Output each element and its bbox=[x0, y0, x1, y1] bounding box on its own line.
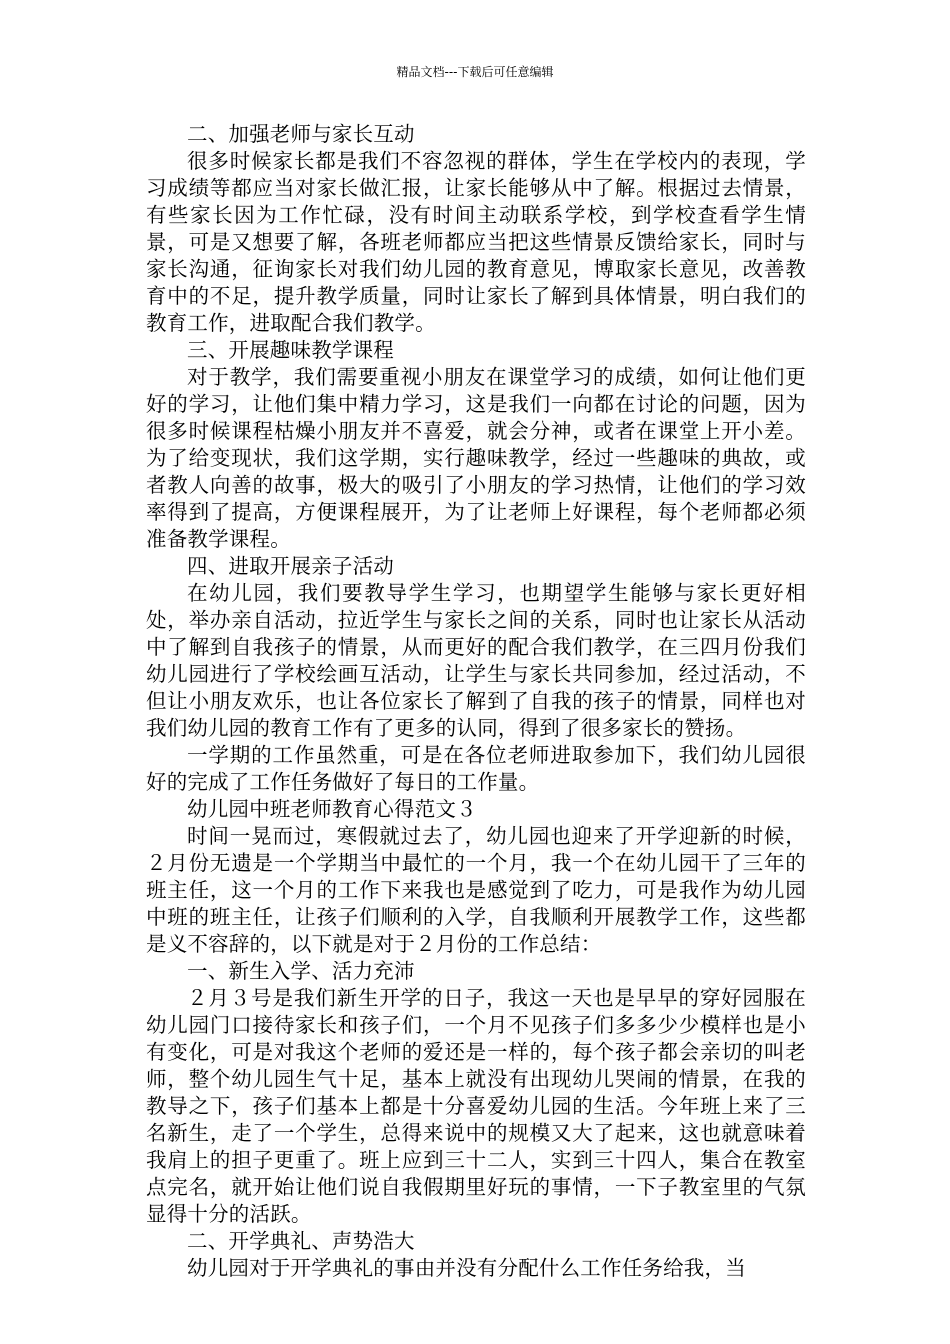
page-header: 精品文档---下载后可任意编辑 bbox=[396, 65, 554, 79]
section-heading: 二、开学典礼、声势浩大 bbox=[187, 1229, 415, 1253]
document-body bbox=[146, 121, 806, 1282]
paragraph: 时间一晃而过，寒假就过去了，幼儿园也迎来了开学迎新的时候，２月份无遗是一个学期当中最忙的一个月，我一个在幼儿园干了三年的班主任，这一个月的工作下来我也是感觉到了吃力，可是我作为幼儿园中班的班主任，让孩子们顺利的入学，自我顺利开展教学工作，这些都是义不容辞的，以下就是对于２月份的工作总结： bbox=[146, 824, 806, 956]
paragraph: 幼儿园对于开学典礼的事由并没有分配什么工作任务给我，当 bbox=[187, 1256, 746, 1280]
section-heading: 三、开展趣味教学课程 bbox=[187, 338, 394, 362]
article-title: 幼儿园中班老师教育心得范文３ bbox=[187, 797, 477, 821]
section-heading: 一、新生入学、活力充沛 bbox=[187, 959, 415, 983]
paragraph: 在幼儿园，我们要教导学生学习，也期望学生能够与家长更好相处，举办亲自活动，拉近学生与家长之间的关系，同时也让家长从活动中了解到自我孩子的情景，从而更好的配合我们教学，在三四月份我们幼儿园进行了学校绘画互活动，让学生与家长共同参加，经过活动，不但让小朋友欢乐，也让各位家长了解到了自我的孩子的情景，同样也对我们幼儿园的教育工作有了更多的认同，得到了很多家长的赞扬。 bbox=[146, 581, 806, 740]
paragraph: 对于教学，我们需要重视小朋友在课堂学习的成绩，如何让他们更好的学习，让他们集中精力学习，这是我们一向都在讨论的问题，因为很多时候课程枯燥小朋友并不喜爱，就会分神，或者在课堂上开小差。为了给变现状，我们这学期，实行趣味教学，经过一些趣味的典故，或者教人向善的故事，极大的吸引了小朋友的学习热情，让他们的学习效率得到了提高，方便课程展开，为了让老师上好课程，每个老师都必须准备教学课程。 bbox=[146, 365, 806, 551]
section-heading: 二、加强老师与家长互动 bbox=[187, 122, 415, 146]
paragraph: 很多时候家长都是我们不容忽视的群体，学生在学校内的表现，学习成绩等都应当对家长做汇报，让家长能够从中了解。根据过去情景，有些家长因为工作忙碌，没有时间主动联系学校，到学校查看学生情景，可是又想要了解，各班老师都应当把这些情景反馈给家长，同时与家长沟通，征询家长对我们幼儿园的教育意见，博取家长意见，改善教育中的不足，提升教学质量，同时让家长了解到具体情景，明白我们的教育工作，进取配合我们教学。 bbox=[146, 149, 806, 335]
section-heading: 四、进取开展亲子活动 bbox=[187, 554, 394, 578]
paragraph: 一学期的工作虽然重，可是在各位老师进取参加下，我们幼儿园很好的完成了工作任务做好了每日的工作量。 bbox=[146, 743, 806, 794]
paragraph: ２月３号是我们新生开学的日子，我这一天也是早早的穿好园服在幼儿园门口接待家长和孩子们，一个月不见孩子们多多少少模样也是小有变化，可是对我这个老师的爱还是一样的，每个孩子都会亲切的叫老师，整个幼儿园生气十足，基本上就没有出现幼儿哭闹的情景，在我的教导之下，孩子们基本上都是十分喜爱幼儿园的生活。今年班上来了三名新生，走了一个学生，总得来说中的规模又大了起来，这也就意味着我肩上的担子更重了。班上应到三十二人，实到三十四人，集合在教室点完名，就开始让他们说自我假期里好玩的事情，一下子教室里的气氛显得十分的活跃。 bbox=[146, 986, 806, 1226]
